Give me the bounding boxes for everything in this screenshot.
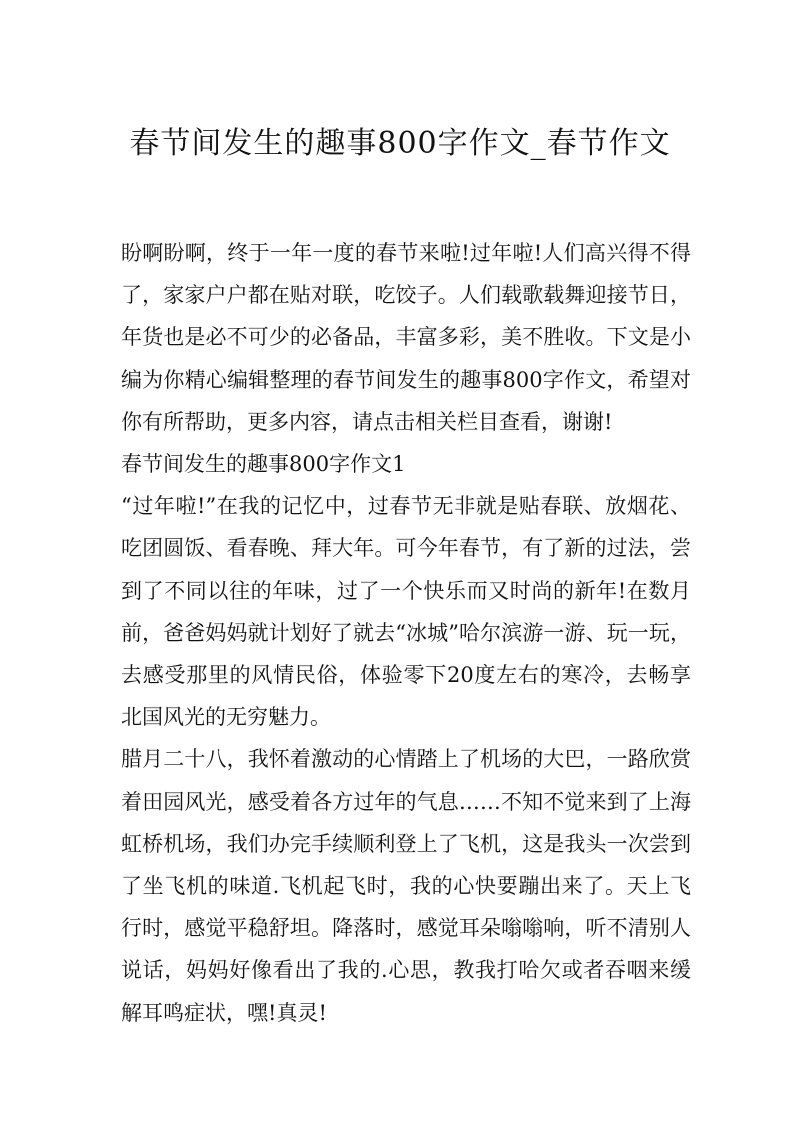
- body-paragraph: “过年啦!”在我的记忆中，过春节无非就是贴春联、放烟花、吃团圆饭、看春晚、拜大年。可今年春节，有了新的过法，尝到了不同以往的年味，过了一个快乐而又时尚的新年!在数月前，爸爸妈妈就计划好了就去“冰城”哈尔滨游一游、玩一玩，去感受那里的风情民俗，体验零下20度左右的寒冷，去畅享北国风光的无穷魅力。: [121, 494, 691, 730]
- body-paragraph: 腊月二十八，我怀着激动的心情踏上了机场的大巴，一路欣赏着田园风光，感受着各方过年的气息……不知不觉来到了上海虹桥机场，我们办完手续顺利登上了飞机，这是我头一次尝到了坐飞机的味道.飞机起飞时，我的心快要蹦出来了。天上飞行时，感觉平稳舒坦。降落时，感觉耳朵嗡嗡响，听不清别人说话，妈妈好像看出了我的.心思，教我打哈欠或者吞咽来缓解耳鸣症状，嘿!真灵!: [121, 747, 691, 1025]
- section-heading: 春节间发生的趣事800字作文1: [121, 452, 406, 477]
- intro-paragraph: 盼啊盼啊，终于一年一度的春节来啦!过年啦!人们高兴得不得了，家家户户都在贴对联，吃饺子。人们载歌载舞迎接节日，年货也是必不可少的必备品，丰富多彩，美不胜收。下文是小编为你精心编辑整理的春节间发生的趣事800字作文，希望对你有所帮助，更多内容，请点击相关栏目查看，谢谢!: [121, 241, 691, 434]
- document-title: 春节间发生的趣事800字作文_春节作文: [129, 126, 671, 161]
- document-body: [121, 232, 691, 1034]
